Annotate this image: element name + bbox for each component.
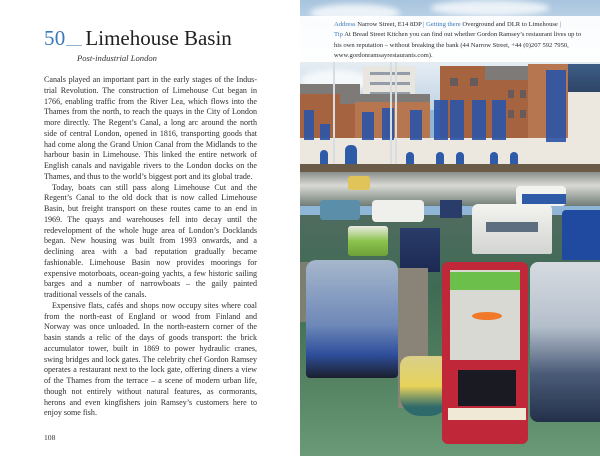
blue-hull xyxy=(522,194,566,204)
tip-label: Tip xyxy=(334,31,343,39)
teal-boat xyxy=(320,200,360,220)
separator: | xyxy=(423,21,425,28)
cloud xyxy=(430,0,550,16)
blue-narrowboat xyxy=(306,260,398,378)
separator: | xyxy=(559,21,561,28)
window xyxy=(470,78,478,86)
balcony xyxy=(382,108,394,140)
navy-narrowboat xyxy=(400,228,440,272)
arched-door xyxy=(406,152,414,164)
balcony xyxy=(472,100,486,140)
chapter-title: Limehouse Basin xyxy=(85,26,232,50)
arched-door xyxy=(436,152,444,164)
balcony xyxy=(304,110,314,140)
address-label: Address xyxy=(334,21,356,28)
balcony xyxy=(434,100,448,140)
arched-door xyxy=(456,152,464,164)
tip-value: At Bread Street Kitchen you can find out whether Gordon Ramsey’s restaurant lives up to his own reputation – without breaking the bank (44 Narrow Street, +44 (0)207 592 7950, www.gordonramsayrestaurants.com). xyxy=(334,31,582,59)
getting-there-label: Getting there xyxy=(424,21,461,28)
arched-door xyxy=(510,152,518,164)
green-panel xyxy=(450,272,520,290)
balcony xyxy=(410,110,422,140)
chapter-heading xyxy=(44,28,232,49)
balcony xyxy=(320,124,330,140)
window xyxy=(508,110,514,118)
balcony xyxy=(546,70,566,142)
right-page xyxy=(300,0,600,456)
address-value: Narrow Street, E14 8DP xyxy=(355,21,424,28)
chapter-subtitle: Post-industrial London xyxy=(77,53,157,63)
paragraph: Canals played an important part in the early stages of the Industrial Revolution. The construction of Limehouse Cut began in 1766, enabling traffic from the River Lea, which flows into the Thames from the north, to reach the quays in the City of London more directly. The Regent’s Canal, a long arc around the north side of central London, opened in 1816, transporting goods that had come along the Grand Union Canal from the Midlands to the harbour basin in Limehouse. This linked the entire network of English canals and navigable rivers to the London docks on the Thames, and thus to the world’s biggest port and its global trade. xyxy=(44,75,257,181)
arched-door xyxy=(345,145,357,165)
name-panel xyxy=(448,408,526,420)
navy-boat xyxy=(440,200,462,218)
info-caption xyxy=(300,16,600,62)
page-number: 108 xyxy=(44,433,56,442)
window xyxy=(508,90,514,98)
heading-rule xyxy=(66,45,82,46)
white-boat xyxy=(372,200,424,222)
blue-covered-boat xyxy=(562,210,600,260)
chapter-number: 50 xyxy=(44,26,66,50)
body-text xyxy=(44,75,257,419)
getting-there-value: Overground and DLR to Limehouse xyxy=(460,21,560,28)
arched-door xyxy=(490,152,498,164)
window xyxy=(520,110,526,118)
balcony xyxy=(492,100,506,140)
glass-building xyxy=(568,64,600,94)
cabin-doors xyxy=(456,368,518,408)
window xyxy=(520,90,526,98)
motorboat-windows xyxy=(486,222,538,232)
arched-door xyxy=(320,150,328,164)
marina-photo xyxy=(300,0,600,456)
paragraph: Expensive flats, cafés and shops now occupy sites where coal from the north-east of England or wood from Finland and Norway was once unloaded. In the north-eastern corner of the basin stands a relic of the days of goods transport: the brick accumulator tower, built in 1869 to power hydraulic cranes, swing bridges and lock gates. The celebrity chef Gordon Ramsey operates a restaurant next to the lock gate, offering diners a view of the Thames from the terrace – a scene of modern urban life, though not entirely without natural features, as cormorants, herons and even kingfishers join Ramsey’s customers here to enjoy some fish. xyxy=(44,300,257,418)
window xyxy=(450,78,458,86)
balcony xyxy=(450,100,464,140)
grey-narrowboat xyxy=(530,262,600,422)
life-ring xyxy=(472,312,502,320)
yellow-boat xyxy=(348,176,370,190)
paragraph: Today, boats can still pass along Limehouse Cut and the Regent’s Canal to the old dock that is now called Limehouse Basin, but freight transport on these routes came to an end in 1969. The quays and warehouses fell into decay until the redevelopment of the whole huge area of London’s Docklands began. New housing was built from 1993 onwards, and a declining area with a bad reputation gradually became fashionable. Limehouse Basin now provides moorings for expensive motorboats, ocean-going yachts, a few historic sailing barges and a number of narrowboats – the gaily painted traditional vessels of the canals. xyxy=(44,182,257,299)
green-narrowboat xyxy=(348,226,388,256)
balcony xyxy=(362,112,374,140)
